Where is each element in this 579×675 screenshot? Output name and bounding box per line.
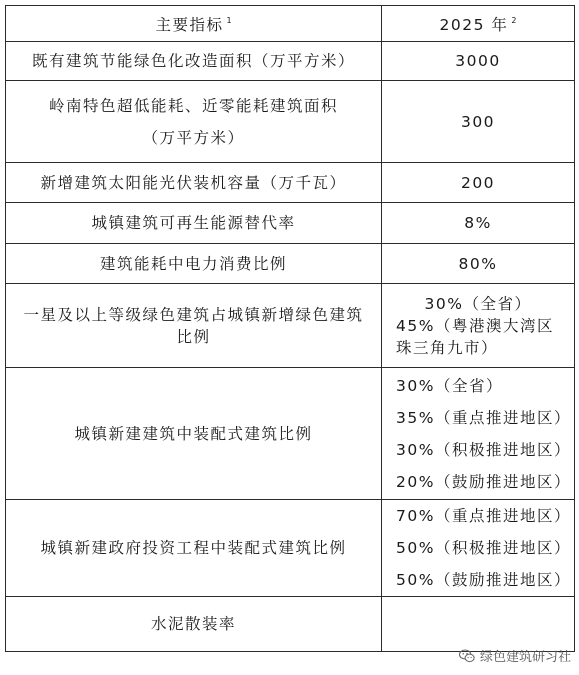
table-row (6, 284, 575, 368)
target-value-cell (382, 203, 575, 244)
target-value: 80% (458, 254, 498, 273)
indicator-cell (6, 42, 382, 81)
target-value-cell (382, 500, 575, 597)
indicator-text: 建筑能耗中电力消费比例 (99, 254, 287, 273)
table-row (6, 203, 575, 244)
target-value: 300 (460, 112, 496, 131)
watermark-text: 绿色建筑研习社 (479, 650, 571, 665)
indicator-cell (6, 597, 382, 652)
target-value: 珠三角九市） (396, 338, 499, 357)
indicator-text: 城镇建筑可再生能源替代率 (91, 214, 296, 232)
target-value: 30%（全省） (424, 294, 532, 313)
target-value: 70%（重点推进地区） (396, 507, 571, 525)
indicator-text: 岭南特色超低能耗、近零能耗建筑面积 (48, 96, 338, 115)
target-value: 35%（重点推进地区） (396, 408, 571, 427)
indicator-text: 新增建筑太阳能光伏装机容量（万千瓦） (40, 173, 347, 192)
target-value: 50%（积极推进地区） (396, 539, 571, 557)
indicator-text: （万平方米） (142, 128, 245, 147)
header-target-2025: 2025 年 $^2$ (382, 6, 575, 42)
target-value: 30%（全省） (396, 376, 503, 395)
header-indicator: 主要指标 $^1$ (6, 6, 382, 42)
table-row (6, 244, 575, 284)
table-row (6, 500, 575, 597)
target-value-cell (382, 42, 575, 81)
indicator-cell (6, 81, 382, 163)
indicator-cell (6, 244, 382, 284)
indicator-text: 水泥散装率 (150, 615, 236, 633)
target-value-cell (382, 368, 575, 500)
target-value: 3000 (455, 52, 501, 70)
watermark (458, 646, 571, 665)
target-value-cell (382, 597, 575, 652)
target-value: 200 (460, 173, 496, 192)
indicator-cell (6, 368, 382, 500)
target-value: 30%（积极推进地区） (396, 440, 571, 459)
indicator-text: 既有建筑节能绿色化改造面积（万平方米） (31, 52, 355, 70)
target-value-cell (382, 284, 575, 368)
target-value: 20%（鼓励推进地区） (396, 472, 571, 491)
indicator-cell (6, 500, 382, 597)
table-row (6, 368, 575, 500)
target-value: 8% (464, 214, 492, 232)
indicator-text: 一星及以上等级绿色建筑占城镇新增绿色建筑比例 (23, 305, 364, 346)
header-target-footnote: 2 (511, 15, 517, 25)
indicator-cell (6, 284, 382, 368)
indicator-text: 城镇新建政府投资工程中装配式建筑比例 (40, 539, 347, 557)
indicator-cell (6, 203, 382, 244)
indicator-cell (6, 163, 382, 203)
table-row (6, 597, 575, 652)
target-value-cell (382, 163, 575, 203)
header-indicator-footnote: 1 (226, 15, 232, 25)
target-value: 45%（粤港澳大湾区 (396, 316, 554, 335)
table-row (6, 163, 575, 203)
wechat-icon (458, 647, 476, 665)
indicator-table (5, 5, 575, 652)
table-row (6, 81, 575, 163)
target-value-cell (382, 81, 575, 163)
target-value-cell (382, 244, 575, 284)
table-header-row (6, 6, 575, 42)
indicator-text: 城镇新建建筑中装配式建筑比例 (74, 424, 313, 443)
target-value: 50%（鼓励推进地区） (396, 571, 571, 589)
table-row (6, 42, 575, 81)
